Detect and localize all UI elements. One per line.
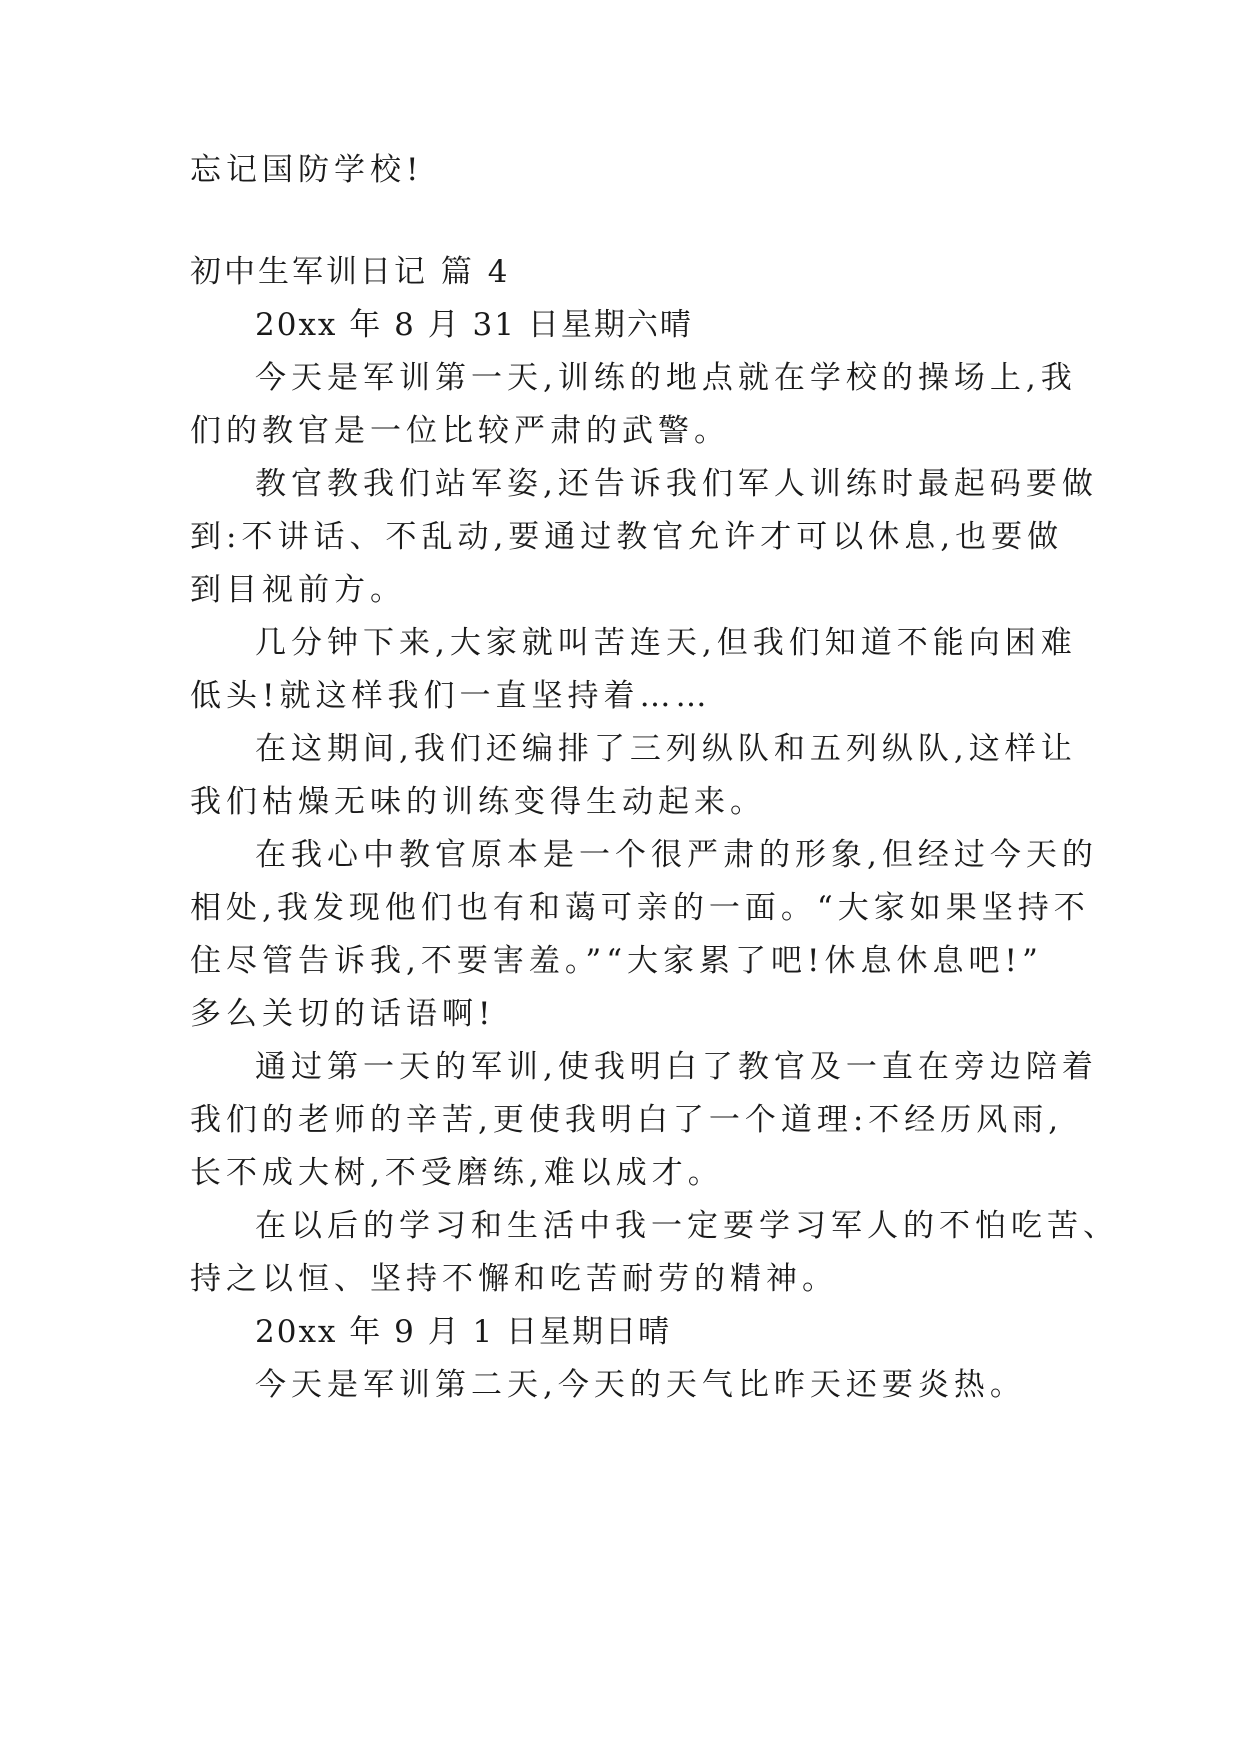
paragraph-line: 持之以恒、坚持不懈和吃苦耐劳的精神。: [190, 1261, 838, 1297]
paragraph-line: 相处,我发现他们也有和蔼可亲的一面。“大家如果坚持不: [190, 890, 1090, 926]
paragraph-line: 几分钟下来,大家就叫苦连天,但我们知道不能向困难: [255, 625, 1077, 661]
paragraph-line: 通过第一天的军训,使我明白了教官及一直在旁边陪着: [255, 1049, 1098, 1085]
paragraph-line: 多么关切的话语啊!: [190, 996, 496, 1032]
text-line: 忘记国防学校!: [190, 152, 424, 188]
paragraph-line: 在这期间,我们还编排了三列纵队和五列纵队,这样让: [255, 731, 1077, 767]
paragraph-line: 到:不讲话、不乱动,要通过教官允许才可以休息,也要做: [190, 519, 1064, 555]
paragraph-line: 们的教官是一位比较严肃的武警。: [190, 413, 730, 449]
paragraph-line: 住尽管告诉我,不要害羞。”“大家累了吧!休息休息吧!”: [190, 943, 1043, 979]
paragraph-line: 在以后的学习和生活中我一定要学习军人的不怕吃苦、: [255, 1208, 1119, 1244]
diary-date: 20xx 年 8 月 31 日星期六晴: [255, 307, 693, 343]
paragraph-line: 低头!就这样我们一直坚持着……: [190, 678, 712, 714]
paragraph-line: 今天是军训第二天,今天的天气比昨天还要炎热。: [255, 1367, 1026, 1403]
paragraph-line: 到目视前方。: [190, 572, 406, 608]
paragraph-line: 教官教我们站军姿,还告诉我们军人训练时最起码要做: [255, 466, 1098, 502]
paragraph-line: 在我心中教官原本是一个很严肃的形象,但经过今天的: [255, 837, 1098, 873]
section-heading: 初中生军训日记 篇 4: [190, 254, 511, 290]
paragraph-line: 我们的老师的辛苦,更使我明白了一个道理:不经历风雨,: [190, 1102, 1064, 1138]
paragraph-line: 长不成大树,不受磨练,难以成才。: [190, 1155, 724, 1191]
paragraph-line: 今天是军训第一天,训练的地点就在学校的操场上,我: [255, 360, 1077, 396]
paragraph-line: 我们枯燥无味的训练变得生动起来。: [190, 784, 766, 820]
diary-date: 20xx 年 9 月 1 日星期日晴: [255, 1314, 672, 1350]
